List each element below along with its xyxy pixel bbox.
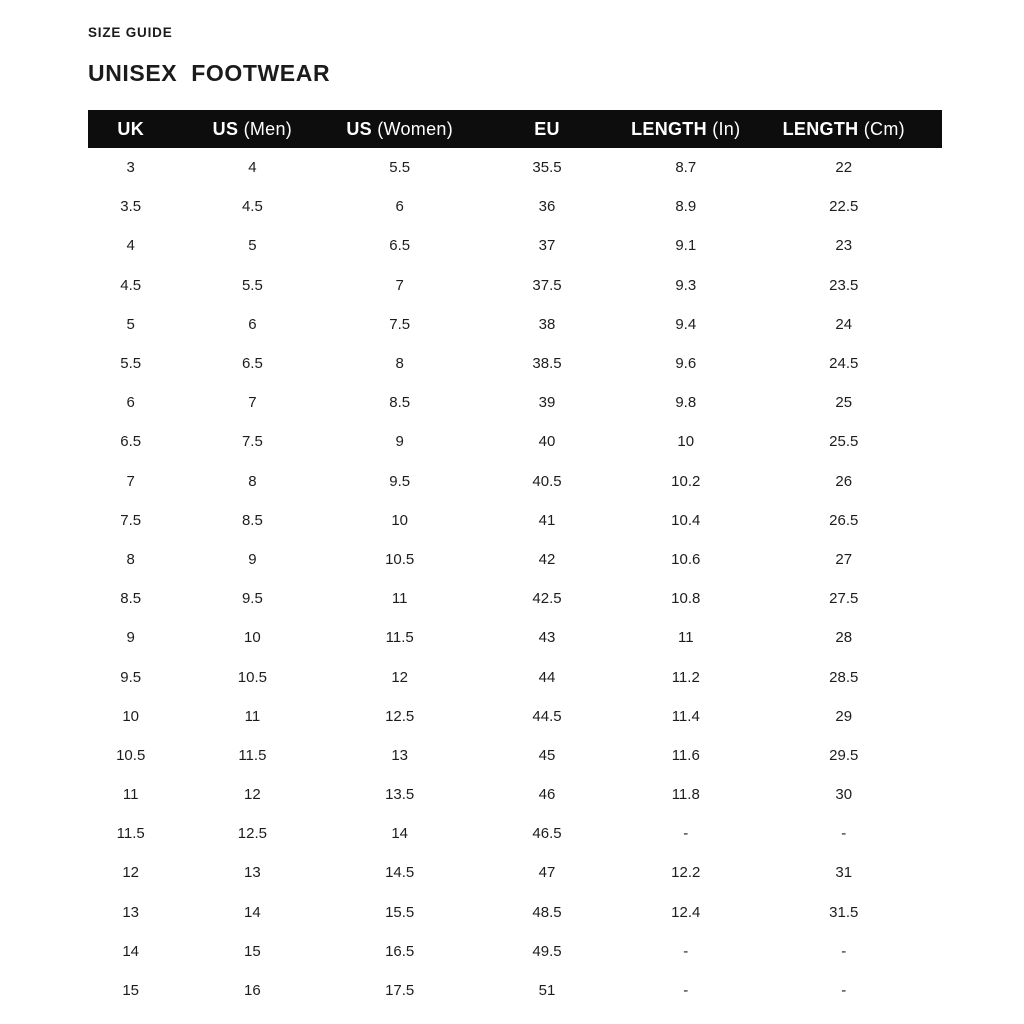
table-row bbox=[88, 932, 942, 971]
table-cell: 11.6 bbox=[671, 746, 700, 764]
table-cell: - bbox=[841, 982, 847, 1000]
table-cell: 31 bbox=[835, 864, 853, 882]
table-cell: 39 bbox=[538, 394, 556, 412]
table-cell: 12 bbox=[244, 786, 261, 804]
table-cell: 44 bbox=[538, 668, 556, 686]
table-cell: 47 bbox=[538, 864, 556, 882]
table-row bbox=[88, 148, 942, 187]
table-cell: 15 bbox=[244, 942, 261, 960]
table-row bbox=[88, 462, 942, 501]
table-cell: 14.5 bbox=[385, 864, 415, 882]
table-cell: 38.5 bbox=[532, 355, 562, 373]
table-cell: 42 bbox=[538, 550, 556, 568]
table-cell: 40 bbox=[538, 433, 556, 451]
table-cell: 24 bbox=[835, 315, 853, 333]
table-cell: 44.5 bbox=[532, 707, 562, 725]
table-header-row bbox=[88, 110, 942, 148]
table-row bbox=[88, 657, 942, 696]
table-cell: 12 bbox=[122, 864, 140, 882]
table-cell: - bbox=[841, 825, 847, 843]
table-cell: 14 bbox=[122, 942, 140, 960]
table-row bbox=[88, 697, 942, 736]
table-cell: 6.5 bbox=[120, 433, 142, 451]
table-cell: 9.8 bbox=[675, 394, 697, 412]
table-cell: 9.6 bbox=[675, 355, 697, 373]
table-cell: 48.5 bbox=[532, 903, 562, 921]
table-cell: 5.5 bbox=[389, 159, 411, 177]
table-cell: 29.5 bbox=[829, 746, 859, 764]
table-row bbox=[88, 853, 942, 892]
table-cell: 7 bbox=[126, 472, 135, 490]
column-header-eu: EU bbox=[468, 110, 626, 148]
table-cell: 10 bbox=[244, 629, 261, 647]
table-cell: 10.2 bbox=[671, 472, 701, 490]
table-cell: 8.5 bbox=[241, 511, 263, 529]
table-cell: 46.5 bbox=[532, 825, 562, 843]
table-cell: 10.8 bbox=[671, 590, 701, 608]
table-cell: 8 bbox=[395, 355, 404, 373]
table-cell: 28.5 bbox=[829, 668, 859, 686]
table-cell: 12.2 bbox=[671, 864, 701, 882]
table-cell: 7.5 bbox=[120, 511, 142, 529]
table-cell: - bbox=[683, 825, 689, 843]
table-cell: 9 bbox=[126, 629, 135, 647]
table-cell: 49.5 bbox=[532, 942, 562, 960]
table-cell: 11.5 bbox=[116, 825, 145, 843]
table-cell: 14 bbox=[244, 903, 261, 921]
table-cell: 51 bbox=[538, 982, 556, 1000]
table-cell: 11.4 bbox=[671, 707, 700, 725]
table-body bbox=[88, 148, 942, 1010]
table-cell: 27 bbox=[835, 550, 853, 568]
table-cell: 37 bbox=[538, 237, 556, 255]
table-cell: 3 bbox=[126, 159, 135, 177]
table-cell: 9 bbox=[395, 433, 404, 451]
size-guide-label: SIZE GUIDE bbox=[88, 25, 173, 40]
table-cell: 15.5 bbox=[385, 903, 415, 921]
table-cell: 10 bbox=[677, 433, 695, 451]
table-cell: 11.2 bbox=[671, 668, 700, 686]
table-cell: 9 bbox=[248, 550, 257, 568]
table-cell: 8.9 bbox=[675, 198, 697, 216]
table-cell: 9.5 bbox=[389, 472, 411, 490]
table-row bbox=[88, 579, 942, 618]
table-row bbox=[88, 618, 942, 657]
table-cell: 4.5 bbox=[120, 276, 142, 294]
table-cell: 7.5 bbox=[389, 315, 411, 333]
table-cell: - bbox=[683, 942, 689, 960]
table-cell: 11 bbox=[391, 590, 408, 608]
table-cell: 10.6 bbox=[671, 550, 701, 568]
table-cell: 23 bbox=[835, 237, 853, 255]
table-cell: 5.5 bbox=[241, 276, 263, 294]
table-row bbox=[88, 501, 942, 540]
table-cell: 42.5 bbox=[532, 590, 562, 608]
table-cell: 6 bbox=[248, 315, 257, 333]
size-conversion-table bbox=[88, 110, 942, 1010]
table-cell: 22 bbox=[835, 159, 853, 177]
column-header-uk: UK bbox=[88, 110, 173, 148]
table-cell: 7.5 bbox=[241, 433, 263, 451]
table-cell: 7 bbox=[395, 276, 404, 294]
table-cell: 5.5 bbox=[120, 355, 142, 373]
table-cell: 13 bbox=[391, 746, 409, 764]
table-cell: 28 bbox=[835, 629, 853, 647]
table-cell: 43 bbox=[538, 629, 556, 647]
table-row bbox=[88, 814, 942, 853]
table-cell: 13 bbox=[244, 864, 261, 882]
table-cell: 10 bbox=[391, 511, 409, 529]
table-cell: 12.4 bbox=[671, 903, 701, 921]
table-head bbox=[88, 110, 942, 148]
table-cell: 6.5 bbox=[389, 237, 411, 255]
table-cell: 40.5 bbox=[532, 472, 562, 490]
table-cell: 8.7 bbox=[675, 159, 697, 177]
table-cell: 29 bbox=[835, 707, 853, 725]
table-cell: 3.5 bbox=[120, 198, 142, 216]
table-cell: 10.4 bbox=[671, 511, 701, 529]
table-row bbox=[88, 344, 942, 383]
table-cell: 9.1 bbox=[675, 237, 697, 255]
table-cell: - bbox=[683, 982, 689, 1000]
table-cell: 7 bbox=[248, 394, 257, 412]
table-cell: 38 bbox=[538, 315, 556, 333]
table-cell: 16 bbox=[244, 982, 261, 1000]
table-cell: 35.5 bbox=[532, 159, 562, 177]
table-cell: 17.5 bbox=[385, 982, 415, 1000]
column-header-length-cm: LENGTH (Cm) bbox=[746, 110, 942, 148]
table-cell: 36 bbox=[538, 198, 556, 216]
table-cell: 12 bbox=[391, 668, 409, 686]
table-row bbox=[88, 971, 942, 1010]
table-cell: 8 bbox=[248, 472, 257, 490]
table-cell: 11 bbox=[122, 786, 139, 804]
table-cell: 8.5 bbox=[389, 394, 411, 412]
column-header-length-in: LENGTH (In) bbox=[626, 110, 746, 148]
table-cell: 14 bbox=[391, 825, 409, 843]
table-cell: 11.8 bbox=[671, 786, 700, 804]
table-cell: 11.5 bbox=[385, 629, 414, 647]
table-cell: 25 bbox=[835, 394, 853, 412]
column-header-us-women: US (Women) bbox=[331, 110, 468, 148]
table-cell: 24.5 bbox=[829, 355, 859, 373]
table-row bbox=[88, 305, 942, 344]
table-cell: 46 bbox=[538, 786, 556, 804]
table-cell: - bbox=[841, 942, 847, 960]
table-cell: 16.5 bbox=[385, 942, 415, 960]
table-row bbox=[88, 383, 942, 422]
table-cell: 11 bbox=[244, 707, 261, 725]
table-cell: 9.3 bbox=[675, 276, 697, 294]
table-cell: 26 bbox=[835, 472, 853, 490]
table-cell: 13 bbox=[122, 903, 140, 921]
table-cell: 27.5 bbox=[829, 590, 859, 608]
table-cell: 11 bbox=[677, 629, 694, 647]
table-cell: 4 bbox=[126, 237, 135, 255]
table-cell: 10.5 bbox=[237, 668, 267, 686]
table-row bbox=[88, 540, 942, 579]
page-title: UNISEX FOOTWEAR bbox=[88, 60, 331, 86]
table-cell: 23.5 bbox=[829, 276, 859, 294]
table-cell: 10.5 bbox=[116, 746, 146, 764]
table-cell: 12.5 bbox=[385, 707, 415, 725]
table-cell: 26.5 bbox=[829, 511, 859, 529]
table-cell: 11.5 bbox=[238, 746, 267, 764]
table-cell: 41 bbox=[538, 511, 556, 529]
table-cell: 6.5 bbox=[241, 355, 263, 373]
table-cell: 30 bbox=[835, 786, 853, 804]
table-row bbox=[88, 422, 942, 461]
table-cell: 15 bbox=[122, 982, 140, 1000]
table-cell: 5 bbox=[248, 237, 257, 255]
table-cell: 22.5 bbox=[829, 198, 859, 216]
table-row bbox=[88, 775, 942, 814]
table-cell: 25.5 bbox=[829, 433, 859, 451]
table-cell: 12.5 bbox=[237, 825, 267, 843]
table-cell: 13.5 bbox=[385, 786, 415, 804]
table-row bbox=[88, 226, 942, 265]
column-header-us-men: US (Men) bbox=[173, 110, 331, 148]
table-cell: 10.5 bbox=[385, 550, 415, 568]
table-cell: 8 bbox=[126, 550, 135, 568]
table-cell: 4.5 bbox=[241, 198, 263, 216]
table-cell: 9.4 bbox=[675, 315, 697, 333]
table-row bbox=[88, 736, 942, 775]
table-cell: 9.5 bbox=[120, 668, 142, 686]
table-cell: 45 bbox=[538, 746, 556, 764]
table-cell: 31.5 bbox=[829, 903, 859, 921]
table-row bbox=[88, 893, 942, 932]
table-row bbox=[88, 187, 942, 226]
table-cell: 8.5 bbox=[120, 590, 142, 608]
table-row bbox=[88, 266, 942, 305]
table-cell: 6 bbox=[126, 394, 135, 412]
table-cell: 4 bbox=[248, 159, 257, 177]
table-cell: 9.5 bbox=[241, 590, 263, 608]
table-cell: 6 bbox=[395, 198, 404, 216]
table-cell: 5 bbox=[126, 315, 135, 333]
table-cell: 37.5 bbox=[532, 276, 562, 294]
table-cell: 10 bbox=[122, 707, 140, 725]
